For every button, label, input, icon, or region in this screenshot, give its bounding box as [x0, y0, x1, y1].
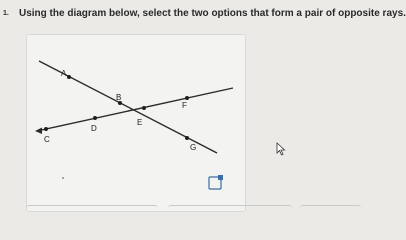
choice-option-2[interactable]: [168, 205, 292, 216]
point-C: [44, 127, 48, 131]
diagram-svg: [27, 35, 247, 213]
label-D: D: [91, 124, 97, 133]
label-C: C: [44, 135, 50, 144]
label-E: E: [137, 118, 143, 127]
label-A: A: [61, 69, 67, 78]
line-CF: [37, 88, 233, 131]
point-E: [142, 106, 146, 110]
question-number: 1.: [3, 10, 9, 17]
rays-diagram: [26, 34, 246, 212]
square-edit-icon[interactable]: [209, 175, 223, 189]
stray-dot: [62, 177, 64, 179]
choice-option-3[interactable]: [300, 205, 361, 216]
mouse-pointer-icon: [276, 142, 286, 156]
point-G: [185, 136, 189, 140]
point-A: [67, 75, 71, 79]
label-G: G: [190, 143, 197, 152]
label-B: B: [116, 93, 122, 102]
arrow-C: [35, 128, 42, 135]
question-text: Using the diagram below, select the two options that form a pair of opposite rays.: [19, 8, 406, 19]
choice-option-1[interactable]: [26, 205, 158, 216]
point-F: [185, 96, 189, 100]
label-F: F: [182, 101, 187, 110]
point-D: [93, 116, 97, 120]
